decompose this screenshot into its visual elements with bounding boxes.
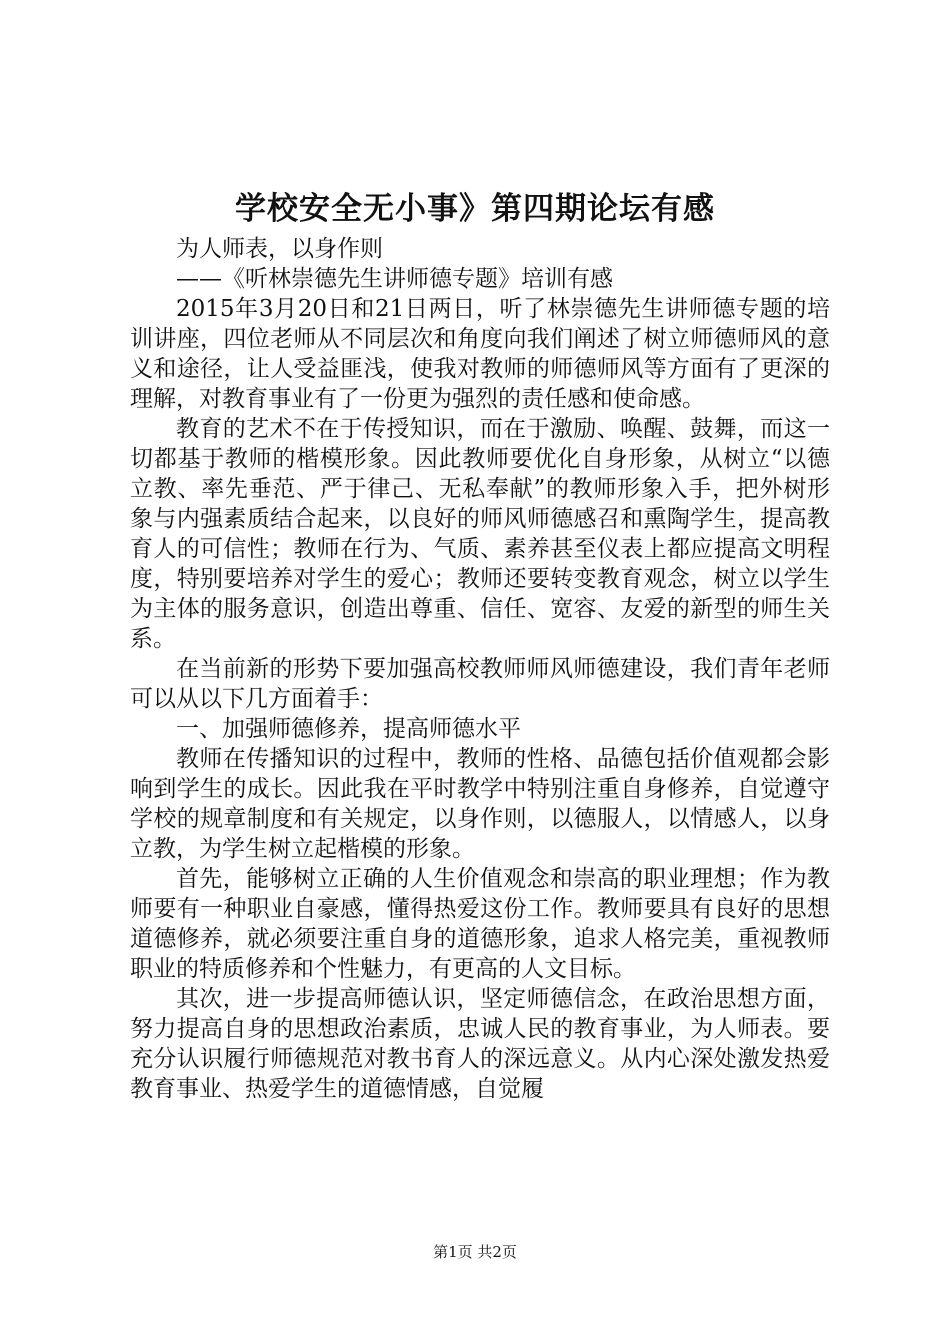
paragraph-heading: 为人师表，以身作则 [176,236,383,262]
section-heading: 一、加强师德修养，提高师德水平 [176,716,521,742]
paragraph: 教师在传播知识的过程中，教师的性格、品德包括价值观都会影响到学生的成长。因此我在平时教学中特别注重自身修养，自觉遵守学校的规章制度和有关规定，以身作则，以德服人，以情感人，以身立教，为学生树立起楷模的形象。 [130,746,830,862]
document-body [130,234,830,1104]
paragraph-subtitle: ——《听林崇德先生讲师德专题》培训有感 [176,266,613,292]
paragraph: 2015年3月20日和21日两日，听了林崇德先生讲师德专题的培训讲座，四位老师从不同层次和角度向我们阐述了树立师德师风的意义和途径，让人受益匪浅，使我对教师的师德师风等方面有了更深的理解，对教育事业有了一份更为强烈的责任感和使命感。 [130,296,830,412]
paragraph: 在当前新的形势下要加强高校教师师风师德建设，我们青年老师可以从以下几方面着手： [130,656,830,712]
page-number-footer: 第1页 共2页 [433,1243,517,1261]
paragraph: 其次，进一步提高师德认识，坚定师德信念，在政治思想方面，努力提高自身的思想政治素质，忠诚人民的教育事业，为人师表。要充分认识履行师德规范对教书育人的深远意义。从内心深处激发热爱教育事业、热爱学生的道德情感，自觉履 [130,986,830,1102]
document-title: 学校安全无小事》第四期论坛有感 [235,191,715,227]
paragraph: 首先，能够树立正确的人生价值观念和崇高的职业理想；作为教师要有一种职业自豪感，懂得热爱这份工作。教师要具有良好的思想道德修养，就必须要注重自身的道德形象，追求人格完美，重视教师职业的特质修养和个性魅力，有更高的人文目标。 [130,866,830,982]
paragraph: 教育的艺术不在于传授知识，而在于激励、唤醒、鼓舞，而这一切都基于教师的楷模形象。因此教师要优化自身形象，从树立“以德立教、率先垂范、严于律己、无私奉献”的教师形象入手，把外树形象与内强素质结合起来，以良好的师风师德感召和熏陶学生，提高教育人的可信性；教师在行为、气质、素养甚至仪表上都应提高文明程度，特别要培养对学生的爱心；教师还要转变教育观念，树立以学生为主体的服务意识，创造出尊重、信任、宽容、友爱的新型的师生关系。 [130,416,830,652]
